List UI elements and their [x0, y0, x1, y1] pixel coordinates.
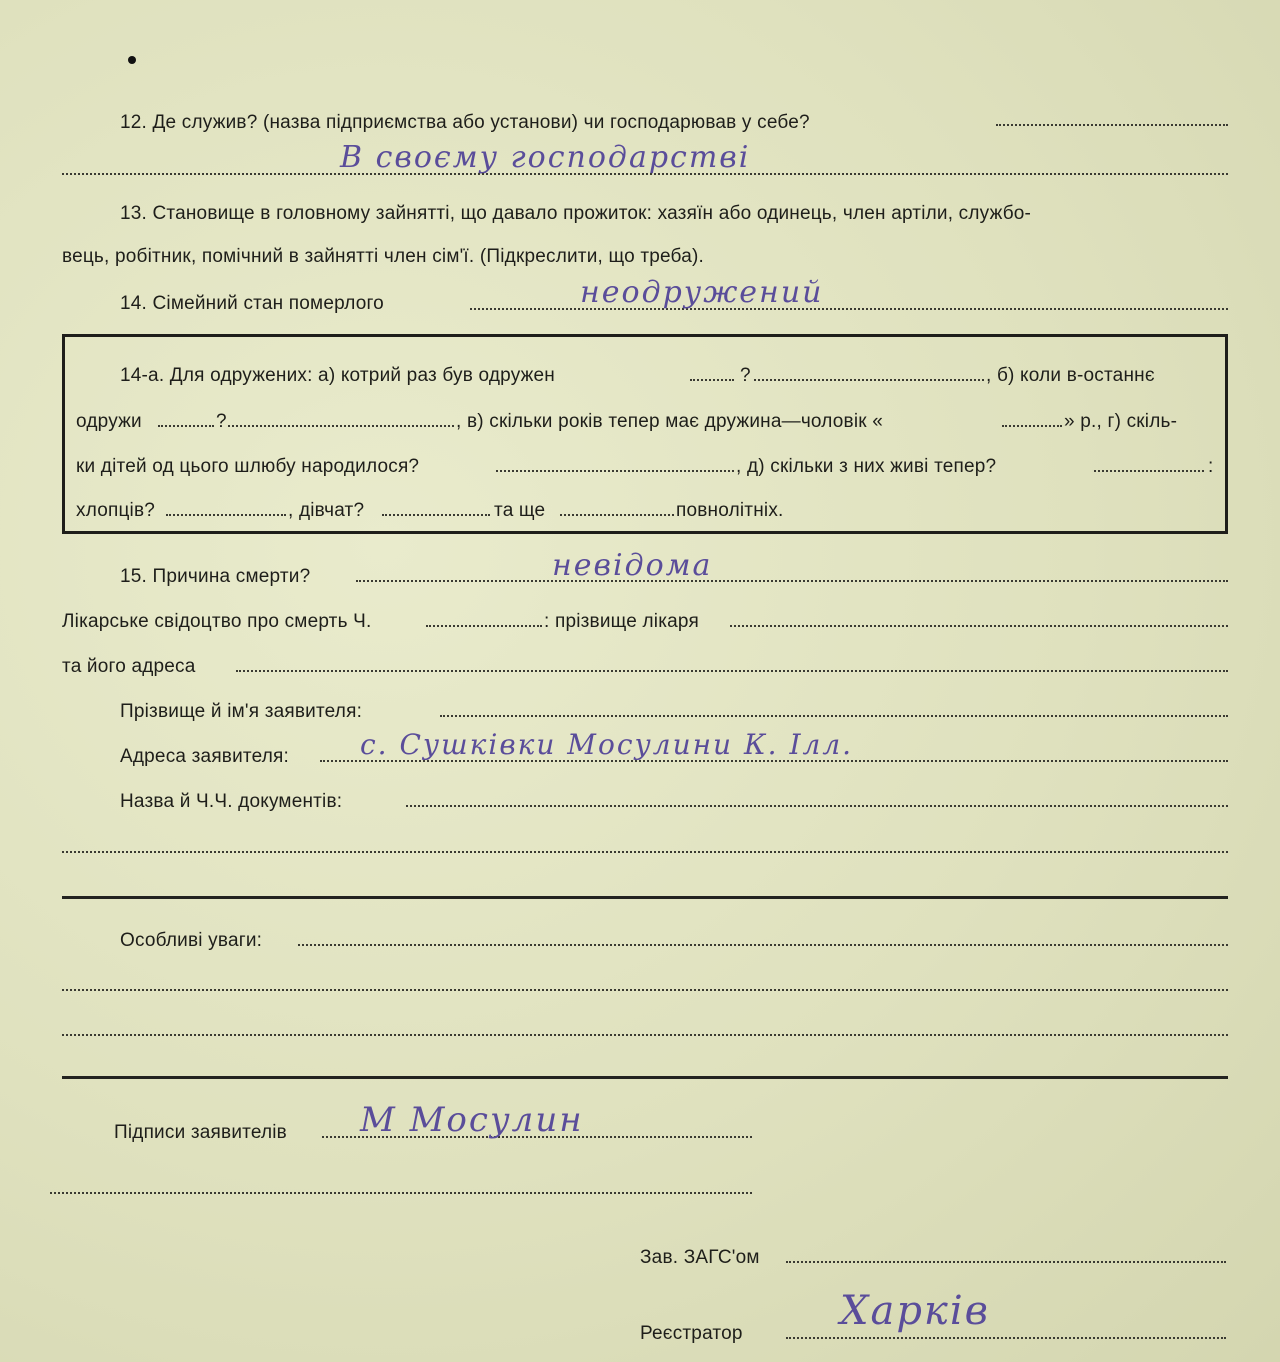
q14a-line3-c: : — [1208, 456, 1214, 477]
q15-handwritten-answer: невідома — [552, 548, 713, 583]
death-cert-label: Лікарське свідоцтво про смерть Ч. — [62, 611, 372, 632]
q12-handwritten-answer: В своєму господарстві — [340, 140, 751, 175]
q12-fill-line — [996, 124, 1228, 126]
registrar-label: Реєстратор — [640, 1323, 743, 1344]
q14a-fill-1 — [690, 379, 734, 381]
remarks-fill-3 — [62, 1034, 1228, 1036]
q12-label: 12. Де служив? (назва підприємства або установи) чи господарював у себе? — [120, 112, 810, 133]
q14a-line1-a: 14-а. Для одружених: а) котрий раз був одружен — [120, 365, 555, 386]
documents-fill — [406, 805, 1228, 807]
death-cert-fill — [426, 625, 542, 627]
applicants-signatures-fill-2 — [50, 1192, 752, 1194]
q13-line1: 13. Становище в головному зайнятті, що давало прожиток: хазяїн або одинець, член артіли, службо- — [120, 203, 1032, 224]
applicant-name-label: Прізвище й ім'я заявителя: — [120, 701, 363, 722]
q14-handwritten-answer: неодружений — [580, 275, 824, 310]
q14a-fill-9 — [382, 514, 490, 516]
q15-label: 15. Причина смерти? — [120, 566, 311, 587]
q14a-fill-6 — [496, 470, 734, 472]
registrar-signature-handwritten: Харків — [840, 1288, 990, 1334]
doctor-surname-label: : прізвище лікаря — [544, 611, 699, 632]
ink-dot — [128, 56, 136, 64]
documents-label: Назва й Ч.Ч. документів: — [120, 791, 343, 812]
remarks-fill-2 — [62, 989, 1228, 991]
q14a-fill-4 — [228, 425, 454, 427]
documents-fill-2 — [62, 851, 1228, 853]
remarks-label: Особливі уваги: — [120, 930, 263, 951]
q14a-line4-a: хлопців? — [76, 500, 156, 521]
q14a-line4-b: , дівчат? — [288, 500, 365, 521]
applicant-address-label: Адреса заявителя: — [120, 746, 289, 767]
applicant-name-fill — [440, 715, 1228, 717]
section-divider-2 — [62, 1076, 1228, 1079]
remarks-fill-1 — [298, 944, 1228, 946]
q14a-line2-a: одружи — [76, 411, 142, 432]
applicant-address-handwritten: с. Сушківки Мосулини К. Ілл. — [360, 728, 854, 761]
section-divider-1 — [62, 896, 1228, 899]
q14a-line2-c: » р., г) скіль- — [1064, 411, 1178, 432]
q14a-fill-3 — [158, 425, 214, 427]
q14a-line4-c: та ще — [494, 500, 546, 521]
married-details-box — [62, 334, 1228, 534]
q14a-line1-b: , б) коли в-останнє — [986, 365, 1155, 386]
zags-head-label: Зав. ЗАГС'ом — [640, 1247, 760, 1268]
q14a-line3-b: , д) скільки з них живі тепер? — [736, 456, 997, 477]
q14a-line3-a: ки дітей од цього шлюбу народилося? — [76, 456, 420, 477]
q14a-line2-q: ? — [216, 411, 227, 432]
applicants-signatures-label: Підписи заявителів — [114, 1122, 287, 1143]
doctor-surname-fill — [730, 625, 1228, 627]
zags-head-fill — [786, 1261, 1226, 1263]
q14a-fill-10 — [560, 514, 674, 516]
q14a-line1-q: ? — [740, 365, 751, 386]
doctor-address-label: та його адреса — [62, 656, 196, 677]
q15-fill-line — [356, 580, 1228, 582]
q14a-fill-7 — [1094, 470, 1204, 472]
applicants-signature-handwritten: М Мосулин — [360, 1100, 584, 1140]
registrar-fill — [786, 1337, 1226, 1339]
q14a-line4-d: повнолітніх. — [676, 500, 784, 521]
q14-label: 14. Сімейний стан померлого — [120, 293, 384, 314]
q14a-fill-8 — [166, 514, 286, 516]
q14a-fill-2 — [754, 379, 984, 381]
q14a-fill-5 — [1002, 425, 1062, 427]
q12-answer-line — [62, 173, 1228, 175]
doctor-address-fill — [236, 670, 1228, 672]
q13-line2: вець, робітник, помічний в зайнятті член сім'ї. (Підкреслити, що треба). — [62, 246, 704, 267]
q14a-line2-b: , в) скільки років тепер має дружина—чоловік « — [456, 411, 884, 432]
